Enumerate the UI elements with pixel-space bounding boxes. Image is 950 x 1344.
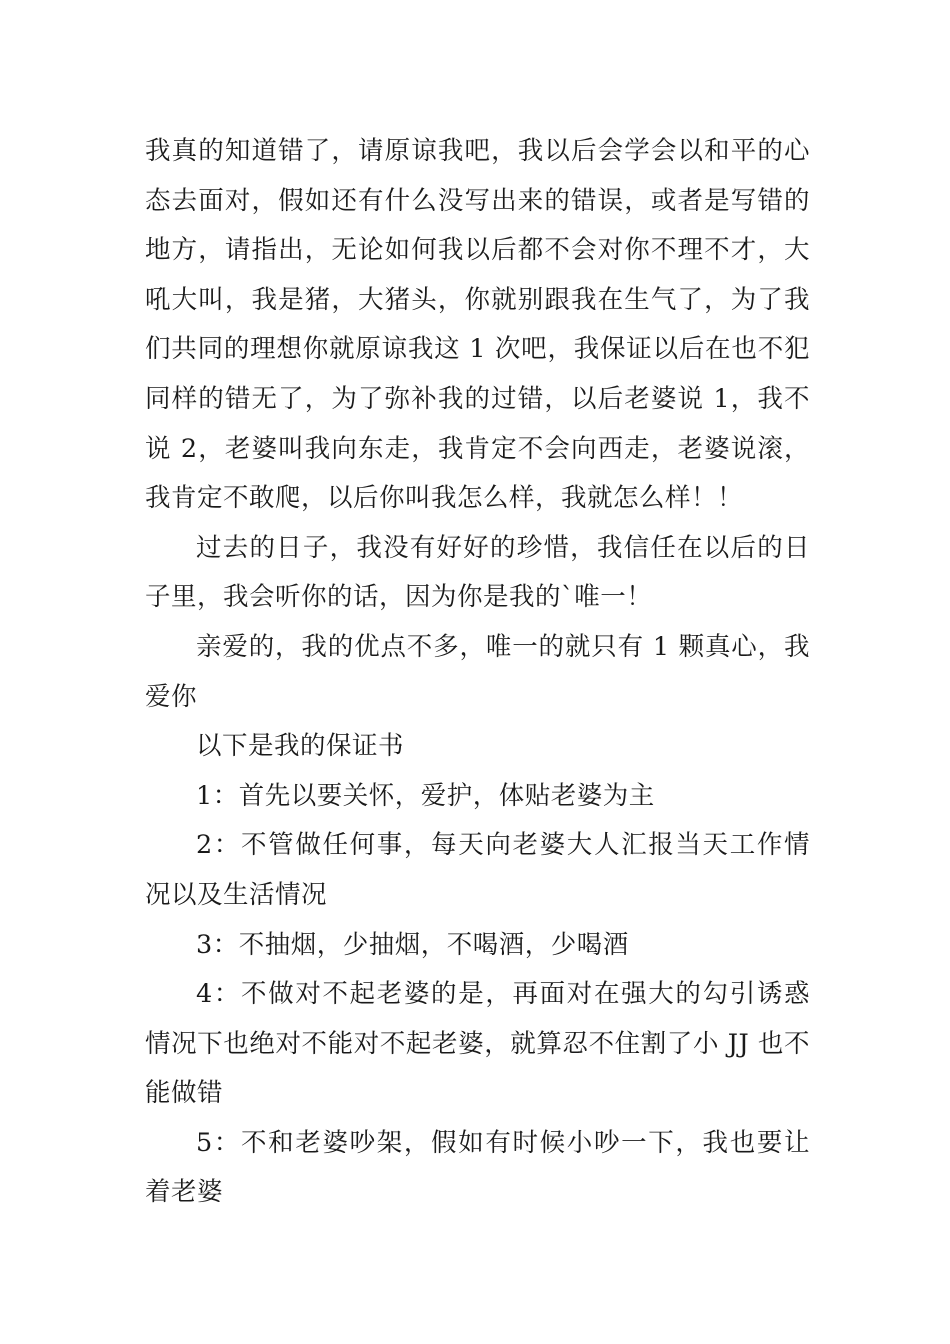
paragraph-past-days: 过去的日子，我没有好好的珍惜，我信任在以后的日子里，我会听你的话，因为你是我的`唯一！ (145, 532, 810, 613)
list-item-4: 4：不做对不起老婆的是，再面对在强大的勾引诱惑情况下也绝对不能对不起老婆，就算忍不住割了小 JJ 也不能做错 (145, 979, 810, 1109)
list-item-3: 3：不抽烟，少抽烟，不喝酒，少喝酒 (196, 929, 629, 960)
paragraph-guarantee-heading: 以下是我的保证书 (196, 731, 405, 762)
paragraph-true-heart: 亲爱的，我的优点不多，唯一的就只有 1 颗真心，我爱你 (145, 631, 810, 712)
list-item-5: 5：不和老婆吵架，假如有时候小吵一下，我也要让着老婆 (145, 1127, 810, 1208)
list-item-1: 1：首先以要关怀，爱护，体贴老婆为主 (196, 780, 655, 811)
paragraph-apology: 我真的知道错了，请原谅我吧，我以后会学会以和平的心态去面对，假如还有什么没写出来的错误，或者是写错的地方，请指出，无论如何我以后都不会对你不理不才，大吼大叫，我是猪，大猪头，你就别跟我在生气了，为了我们共同的理想你就原谅我这 1 次吧，我保证以后在也不犯同样的错无了，为了弥补我的过错，以后老婆说 1，我不说 2，老婆叫我向东走，我肯定不会向西走，老婆说滚，我肯定不敢爬，以后你叫我怎么样，我就怎么样！！ (145, 136, 810, 514)
document-body (145, 127, 810, 1218)
list-item-2: 2：不管做任何事，每天向老婆大人汇报当天工作情况以及生活情况 (145, 830, 810, 910)
